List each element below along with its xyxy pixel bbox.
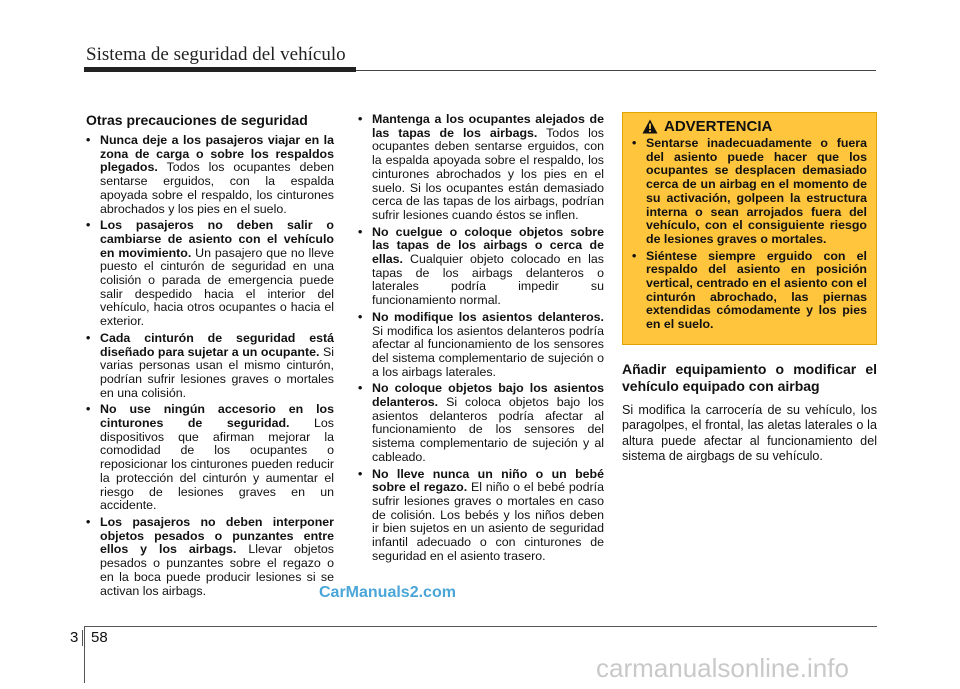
column-right <box>622 112 877 464</box>
section-heading: Otras precauciones de seguridad <box>86 112 308 128</box>
list-item <box>358 468 604 564</box>
list-item <box>358 226 604 308</box>
item-bold-text: No cuelgue o coloque objetos sobre las tapas de los airbags o cerca de ellas. <box>372 224 604 267</box>
footer-separator <box>82 630 83 646</box>
footer-rule <box>84 626 877 627</box>
header-rule <box>356 70 876 71</box>
item-bold-text: No lleve nunca un niño o un bebé sobre el regazo. <box>372 466 604 495</box>
list-item <box>86 134 334 216</box>
item-bold-text: Los pasajeros no deben interponer objetos pesados o punzantes entre ellos y los airbags. <box>100 514 334 557</box>
list-item <box>358 113 604 223</box>
section-body: Si modifica la carrocería de su vehículo, los paragolpes, el frontal, las aletas laterales o la altura puede afectar al funcionamiento del sistema de airgbags de su vehículo. <box>622 402 877 464</box>
list-item <box>358 311 604 380</box>
item-bold-text: Cada cinturón de seguridad está diseñado para sujetar a un ocupante. <box>100 330 334 359</box>
item-text: Si varias personas usan el mismo cinturón, podrían sufrir lesiones graves o mortales en una colisión. <box>100 344 334 400</box>
item-text: El niño o el bebé podría sufrir lesiones graves o mortales en caso de colisión. Los bebés y los niños deben ir bien sujetos en un asiento de seguridad infantil adecuado o con cinturones de seguridad en el asiento trasero. <box>372 480 604 563</box>
warning-item: • Sentarse inadecuadamente o fuera del asiento puede hacer que los ocupantes se desplacen demasiado cerca de un airbag en el momento de su activación, golpeen la estructura interna o sean arrojados fuera del vehículo, con el consiguiente riesgo de lesiones graves o mortales. <box>632 137 867 247</box>
item-bold-text: Los pasajeros no deben salir o cambiarse de asiento con el vehículo en movimiento. <box>100 218 334 260</box>
list-item <box>86 332 334 401</box>
item-bold-text: Mantenga a los ocupantes alejados de las tapas de los airbags. <box>372 112 604 140</box>
item-bold-text: Nunca deje a los pasajeros viajar en la zona de carga o sobre los respaldos plegados. <box>100 133 334 175</box>
warning-title: ADVERTENCIA <box>664 117 773 135</box>
watermark-right: carmanualsonline.info <box>596 653 849 683</box>
list-item <box>86 403 334 513</box>
item-bold-text: No modifique los asientos delanteros. <box>372 309 604 324</box>
column-left <box>86 112 334 601</box>
list-item <box>358 382 604 464</box>
warning-list <box>632 137 867 332</box>
list-item <box>86 516 334 598</box>
footer-margin-line <box>84 627 85 683</box>
item-text: Los dispositivos que afirman mejorar la comodidad de los ocupantes o reposicionar los cinturones pueden reducir la protección del cinturón y aumentar el riesgo de lesiones graves en un accidente. <box>100 416 334 513</box>
item-bold-text: No coloque objetos bajo los asientos delanteros. <box>372 381 604 410</box>
precautions-list <box>86 134 334 598</box>
precautions-list-continued <box>358 113 604 564</box>
page-header-title: Sistema de seguridad del vehículo <box>86 44 346 65</box>
column-middle <box>358 113 604 567</box>
item-text: Un pasajero que no lleve puesto el cinturón de seguridad en una colisión o parada de emergencia puede salir despedido hacia el interior del vehículo, hacia otros ocupantes o hacia el exterior. <box>100 245 334 329</box>
warning-triangle-icon <box>642 119 658 134</box>
item-text: Cualquier objeto colocado en las tapas de los airbags delanteros o laterales podría impedir su funcionamiento normal. <box>372 252 604 308</box>
watermark-left: CarManuals2.com <box>319 584 456 601</box>
item-text: Si modifica los asientos delanteros podría afectar al funcionamiento de los sensores del sistema complementario de sujeción o a los airbags laterales. <box>372 323 604 379</box>
section-heading: Añadir equipamiento o modificar el vehículo equipado con airbag <box>622 360 877 394</box>
item-text: Si coloca objetos bajo los asientos delanteros podría afectar al funcionamiento de los sensores del sistema complementario de sujeción y al cableado. <box>372 395 604 464</box>
item-text: Todos los ocupantes deben sentarse erguidos, con la espalda apoyada sobre el respaldo, los cinturones abrochados y los pies en el suelo. <box>100 160 334 216</box>
warning-box <box>622 112 877 345</box>
item-bold-text: No use ningún accesorio en los cinturones de seguridad. <box>100 402 334 431</box>
page-number: 58 <box>91 629 108 646</box>
item-text: Llevar objetos pesados o punzantes sobre el regazo o en la boca puede producir lesiones si se activan los airbags. <box>100 542 335 598</box>
warning-item: • Siéntese siempre erguido con el respaldo del asiento en posición vertical, centrado en el asiento con el cinturón abrochado, las piernas extendidas cómodamente y los pies en el suelo. <box>632 250 867 332</box>
header-bar <box>84 67 356 72</box>
item-text: Todos los ocupantes deben sentarse erguidos, con la espalda apoyada sobre el respaldo, los cinturones abrochados y los pies en el suelo. Si los ocupantes están demasiado cerca de las tapas de los airbags, podrían sufrir lesiones cuando éstos se inflen. <box>372 125 604 222</box>
chapter-number: 3 <box>70 629 79 646</box>
warning-header <box>632 119 867 134</box>
list-item <box>86 219 334 329</box>
